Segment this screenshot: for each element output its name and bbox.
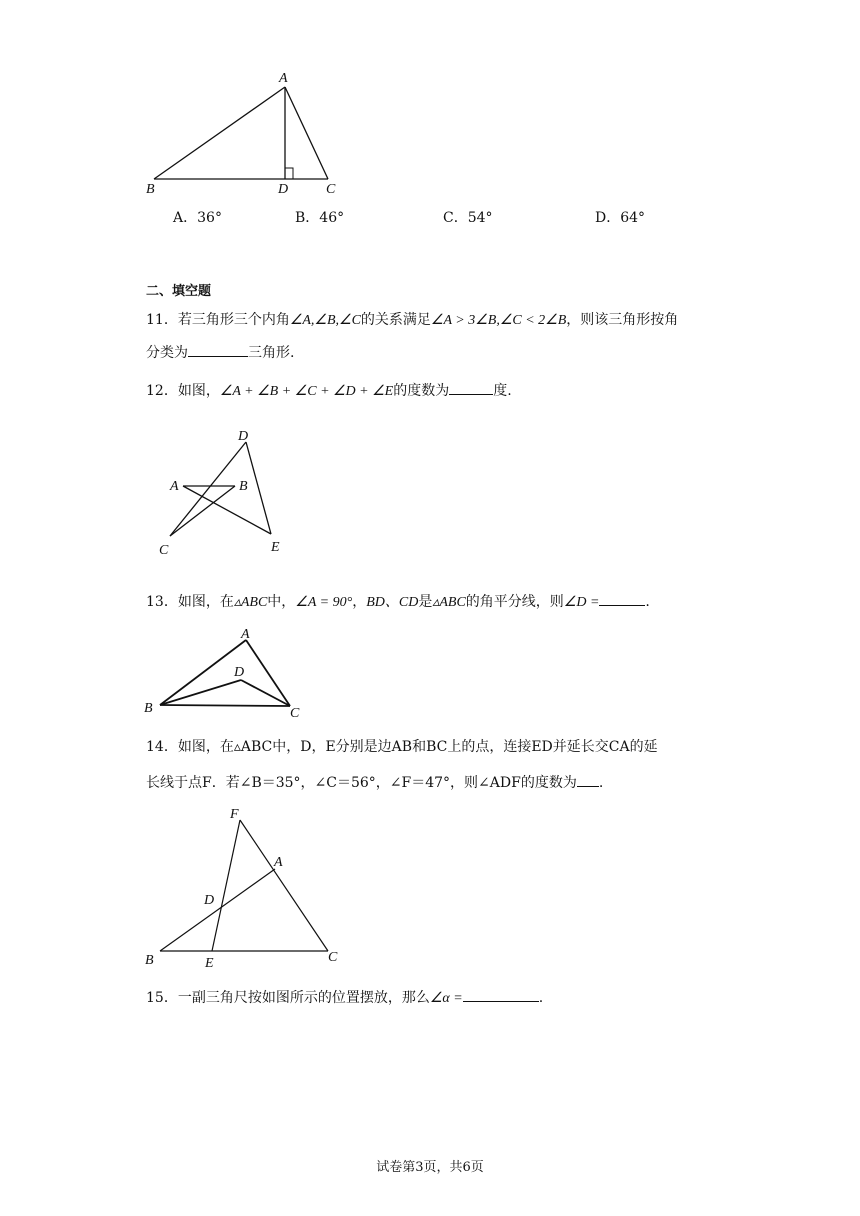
q13-text-6: . [645, 594, 650, 610]
q13-text-1: 如图，在 [177, 594, 234, 610]
q15-text-1: 一副三角尺按如图所示的位置摆放，那么 [177, 990, 430, 1006]
q13-answer-blank[interactable] [599, 591, 645, 606]
q10-label-b: B [146, 182, 155, 196]
q10-option-c-letter: C． [443, 210, 468, 226]
q11-text-4: 分类为 [146, 345, 188, 361]
q13-segment-bd [160, 680, 241, 705]
q14-text-3: . [598, 775, 604, 791]
q11-text-3: ，则该三角形按角 [566, 312, 679, 328]
q14-figure [140, 800, 350, 972]
q11-condition: ∠A > 3∠B,∠C < 2∠B [430, 313, 567, 328]
q14-label-e: E [205, 956, 214, 971]
q12-segment-ae [183, 486, 271, 534]
q15-line [146, 987, 543, 1009]
q13-condition: ∠A = 90° [295, 595, 353, 610]
q12-figure [155, 424, 295, 559]
q10-option-a-letter: A． [173, 210, 198, 226]
q10-right-angle-mark [285, 168, 293, 179]
q14-line2 [146, 772, 603, 793]
q13-label-b: B [144, 701, 153, 716]
q13-text-5: 的角平分线，则 [465, 594, 564, 610]
q14-segment-fc [240, 820, 328, 951]
q13-label-a: A [241, 627, 250, 642]
q14-segment-fe [212, 820, 240, 951]
q12-text-3: 度. [493, 383, 512, 399]
q11-text-5: 三角形. [248, 345, 295, 361]
q14-label-c: C [328, 950, 338, 965]
q13-text-2: 中， [267, 594, 296, 610]
q12-label-b: B [239, 479, 248, 494]
q13-segment-bc [160, 705, 290, 706]
q13-label-d: D [234, 665, 245, 680]
q10-option-b [295, 208, 344, 228]
q12-answer-blank[interactable] [449, 380, 493, 395]
q15-ask: ∠α = [429, 991, 463, 1006]
q12-segment-cd [170, 442, 246, 536]
q10-segment-ab [154, 87, 285, 179]
q12-text-1: 如图， [177, 383, 220, 399]
q11-text-1: 若三角形三个内角 [177, 312, 290, 328]
q13-line [146, 591, 650, 613]
q13-text-4: 是 [418, 594, 433, 610]
q15-text-2: . [538, 990, 544, 1006]
q12-segment-de [246, 442, 271, 534]
q14-line1 [146, 737, 658, 757]
q10-figure [140, 66, 350, 196]
q13-text-3: ， [352, 594, 367, 610]
q13-segment-ac [246, 640, 290, 706]
q10-segment-ac [285, 87, 328, 179]
q11-text-2: 的关系满足 [360, 312, 431, 328]
q12-segment-bc [170, 486, 235, 536]
q14-label-a: A [274, 855, 283, 870]
q11-number: 11． [146, 312, 178, 328]
section-title: 二、填空题 [146, 284, 212, 299]
q10-label-c: C [326, 182, 336, 196]
q10-label-a: A [279, 71, 288, 86]
q11-line2 [146, 342, 294, 363]
q13-number: 13． [146, 594, 178, 610]
q14-text-2: 长线于点F．若∠B＝35°，∠C＝56°，∠F＝47°，则∠ADF的度数为 [146, 775, 577, 791]
q12-label-c: C [159, 543, 169, 558]
q10-label-d: D [278, 182, 289, 196]
q10-option-b-letter: B． [295, 210, 320, 226]
q13-segment-cd [241, 680, 290, 706]
q13-triangle-2: ▵ABC [432, 595, 466, 610]
q10-option-d [595, 208, 645, 228]
q10-option-a-value: 36° [197, 210, 222, 226]
q11-line1 [146, 310, 678, 331]
q15-answer-blank[interactable] [463, 987, 539, 1002]
q10-option-a [173, 208, 222, 228]
q12-number: 12． [146, 383, 178, 399]
q13-figure [140, 624, 315, 719]
q13-lines: BD、CD [366, 595, 419, 610]
q14-text-1: 如图，在▵ABC中，D，E分别是边AB和BC上的点，连接ED并延长交CA的延 [177, 739, 658, 755]
q12-text-2: 的度数为 [393, 383, 450, 399]
q12-label-e: E [271, 540, 280, 555]
q12-label-a: A [170, 479, 179, 494]
q13-label-c: C [290, 706, 300, 719]
q10-option-d-value: 64° [620, 210, 646, 226]
q11-angles: ∠A,∠B,∠C [289, 313, 361, 328]
q14-label-d: D [204, 893, 215, 908]
q12-line [146, 380, 512, 402]
page-footer: 试卷第3页，共6页 [376, 1160, 484, 1175]
q11-answer-blank[interactable] [188, 342, 248, 357]
q14-number: 14． [146, 739, 178, 755]
q13-ask: ∠D = [563, 595, 600, 610]
q10-option-c-value: 54° [467, 210, 493, 226]
q14-segment-ba [160, 869, 275, 951]
q14-answer-blank[interactable] [577, 772, 599, 787]
q12-label-d: D [238, 429, 249, 444]
q10-option-d-letter: D． [595, 210, 621, 226]
q14-label-b: B [145, 953, 154, 968]
q13-triangle-1: ▵ABC [233, 595, 268, 610]
q15-number: 15． [146, 990, 178, 1006]
q12-expression: ∠A + ∠B + ∠C + ∠D + ∠E [219, 384, 394, 399]
q10-option-c [443, 208, 493, 228]
q14-label-f: F [230, 807, 239, 822]
q10-option-b-value: 46° [319, 210, 345, 226]
